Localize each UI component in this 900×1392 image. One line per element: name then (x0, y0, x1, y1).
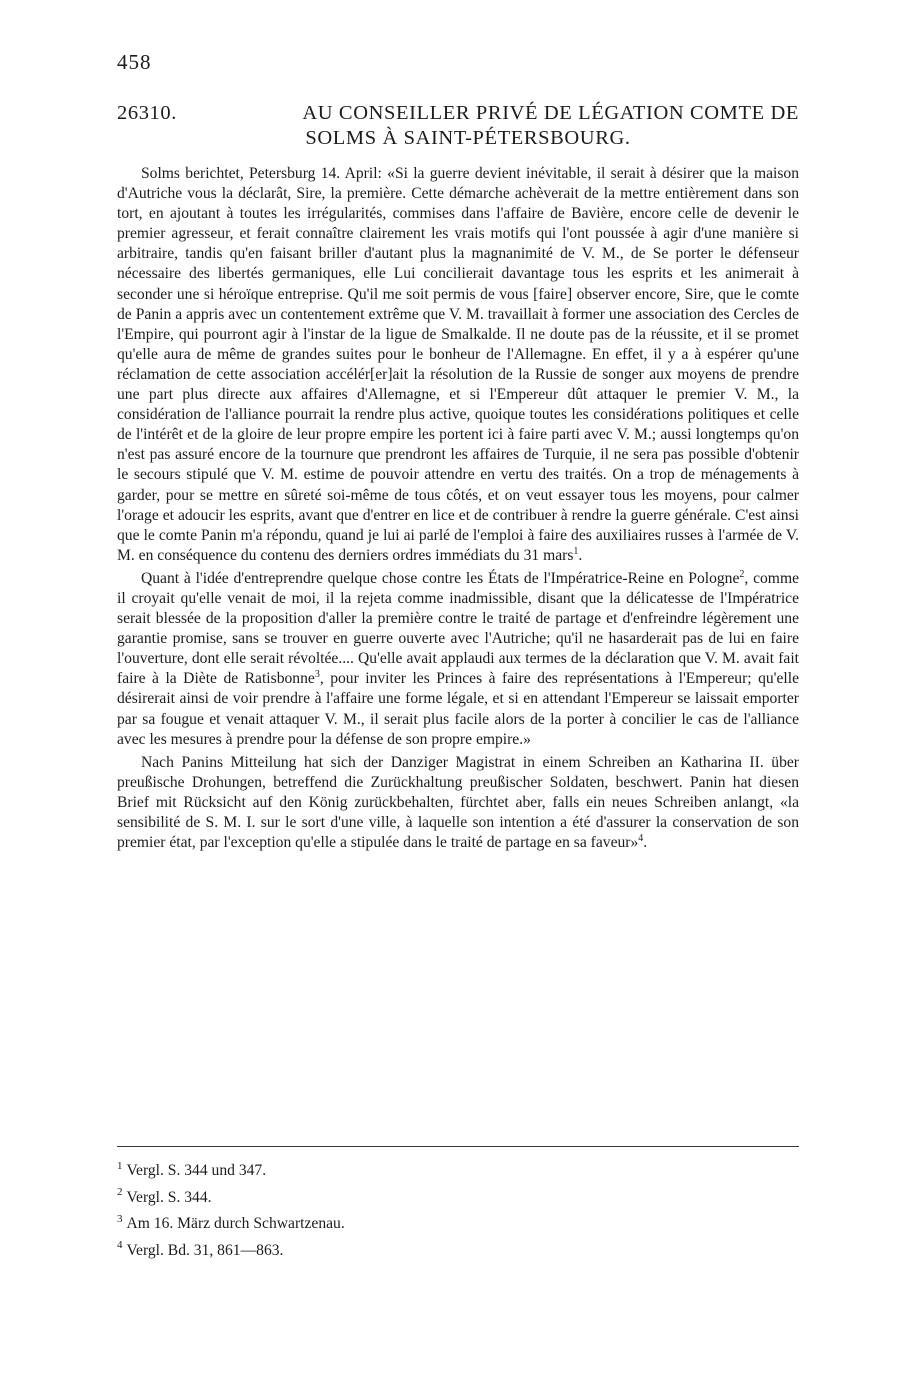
footnote-ref: 3 (314, 669, 320, 681)
footnote-text: Vergl. Bd. 31, 861—863. (126, 1241, 284, 1259)
paragraph-text: Quant à l'idée d'entreprendre quelque chose contre les États de l'Impératrice-Reine en Pologne (141, 569, 740, 587)
paragraph-text: Solms berichtet, Petersburg 14. April: «Si la guerre devient inévitable, il serait à désirer que la maison d'Autriche vous la déclarât, Sire, la première. Cette démarche achèverait de la mettre entièrement dans son tort, en ajoutant à toutes les irrégularités, commises dans l'affaire de Bavière, encore celle de devenir le premier agresseur, et ferait connaître clairement les vrais motifs qui l'ont poussée à agir d'une manière si arbitraire, tandis qu'en faisant briller d'autant plus la magnanimité de V. M., de Se porter le défenseur nécessaire des libertés germaniques, elle Lui concilierait davantage tous les esprits et les animerait à seconder une si héroïque entreprise. Qu'il me soit permis de vous [faire] observer encore, Sire, que le comte de Panin a appris avec un contentement extrême que V. M. travaillait à former une association des Cercles de l'Empire, qui pourront agir à l'instar de la ligue de Smalkalde. Il ne doute pas de la réussite, et il se promet qu'elle aura de même de grandes suites pour le bonheur de l'Allemagne. En effet, il y a à espérer qu'une réclamation de cette association accélér[er]ait la résolution de la Russie de songer aux moyens de prendre une part plus directe aux affaires d'Allemagne, et si l'Empereur dût attaquer le premier V. M., la considération de l'alliance pourrait la rendre plus active, quoique toutes les considérations politiques et celle de l'intérêt et de la gloire de leur propre empire les portent ici à faire parti avec V. M.; aussi longtemps qu'on n'est pas assuré encore de la tournure que prendront les affaires de Turquie, il ne sera pas possible d'obtenir le secours stipulé que V. M. estime de pouvoir attendre en vertu des traités. On a trop de ménagements à garder, pour se mettre en sûreté soi-même de tous côtés, et on veut essayer tous les moyens, pour calmer l'orage et adoucir les esprits, avant que d'entrer en lice et de contribuer à rendre la guerre générale. C'est ainsi que le comte Panin m'a répondu, quand je lui ai parlé de l'emploi à faire des auxiliaires russes à l'armée de V. M. en conséquence du contenu des derniers ordres immédiats du 31 mars (117, 165, 799, 564)
footnote-mark: 1 (117, 1159, 123, 1172)
paragraph-tail: . (643, 834, 648, 852)
footnote-ref: 1 (573, 545, 579, 557)
footnote-ref: 4 (638, 832, 644, 844)
page-number: 458 (117, 50, 152, 74)
paragraph-1 (117, 164, 799, 566)
letter-number: 26310. (117, 102, 177, 124)
footnote (117, 1185, 799, 1212)
footnote-divider (117, 1146, 799, 1147)
paragraph-tail: , comme il croyait qu'elle venait de moi, il la rejeta comme inadmissible, disant que la délicatesse de l'Impératrice serait blessée de la proposition d'aller la première contre le traité de partage et d'enfreindre légèrement une garantie promise, sans se trouver en guerre ouverte avec l'Autriche; qu'il ne hasarderait pas de lui en faire l'ouverture, dont elle serait révoltée.... Qu'elle avait applaudi aux termes de la déclaration que V. M. avait fait faire à la Diète de Ratisbonne (117, 569, 799, 688)
paragraph-3 (117, 753, 799, 853)
footnote-text: Vergl. S. 344 und 347. (126, 1162, 267, 1179)
letter-body (117, 164, 799, 853)
heading-line-1-text: AU CONSEILLER PRIVÉ DE LÉGATION COMTE DE (302, 102, 799, 124)
paragraph-tail: . (578, 546, 583, 564)
footnote-text: Am 16. März durch Schwartzenau. (126, 1215, 345, 1232)
footnote (117, 1158, 799, 1185)
paragraph-text: Nach Panins Mitteilung hat sich der Danziger Magistrat in einem Schreiben an Katharina II. über preußische Drohungen, betreffend die Zurückhaltung preußischer Soldaten, beschwert. Panin hat diesen Brief mit Rücksicht auf den König zurückbehalten, fürchtet aber, falls ein neues Schreiben anlangt, «la sensibilité de S. M. I. sur le sort d'une ville, à laquelle son intention a été d'assurer la conservation de son premier état, par l'exception qu'elle a stipulée dans le traité de partage en sa faveur» (117, 753, 799, 852)
footnote (117, 1238, 799, 1265)
footnote-text: Vergl. S. 344. (126, 1188, 212, 1206)
paragraph-2 (117, 569, 799, 750)
footnote (117, 1211, 799, 1238)
heading-line-1 (117, 101, 799, 126)
paragraph-tail: , pour inviter les Princes à faire des représentations à l'Empereur; qu'elle désirerait ainsi de voir prendre à l'affaire une forme légale, et si en attendant l'Empereur se laissait emporter par sa fougue et venait attaquer V. M., il serait plus facile alors de la porter à concilier le cas de l'alliance avec les mesures à prendre pour la défense de son propre empire.» (117, 670, 799, 748)
footnotes (117, 1158, 799, 1264)
footnote-ref: 2 (739, 568, 745, 580)
letter-heading (117, 101, 799, 151)
footnote-mark: 3 (117, 1212, 123, 1225)
heading-line-2: SOLMS À SAINT-PÉTERSBOURG. (305, 127, 631, 149)
footnote-mark: 2 (117, 1186, 123, 1199)
footnote-mark: 4 (117, 1239, 123, 1252)
